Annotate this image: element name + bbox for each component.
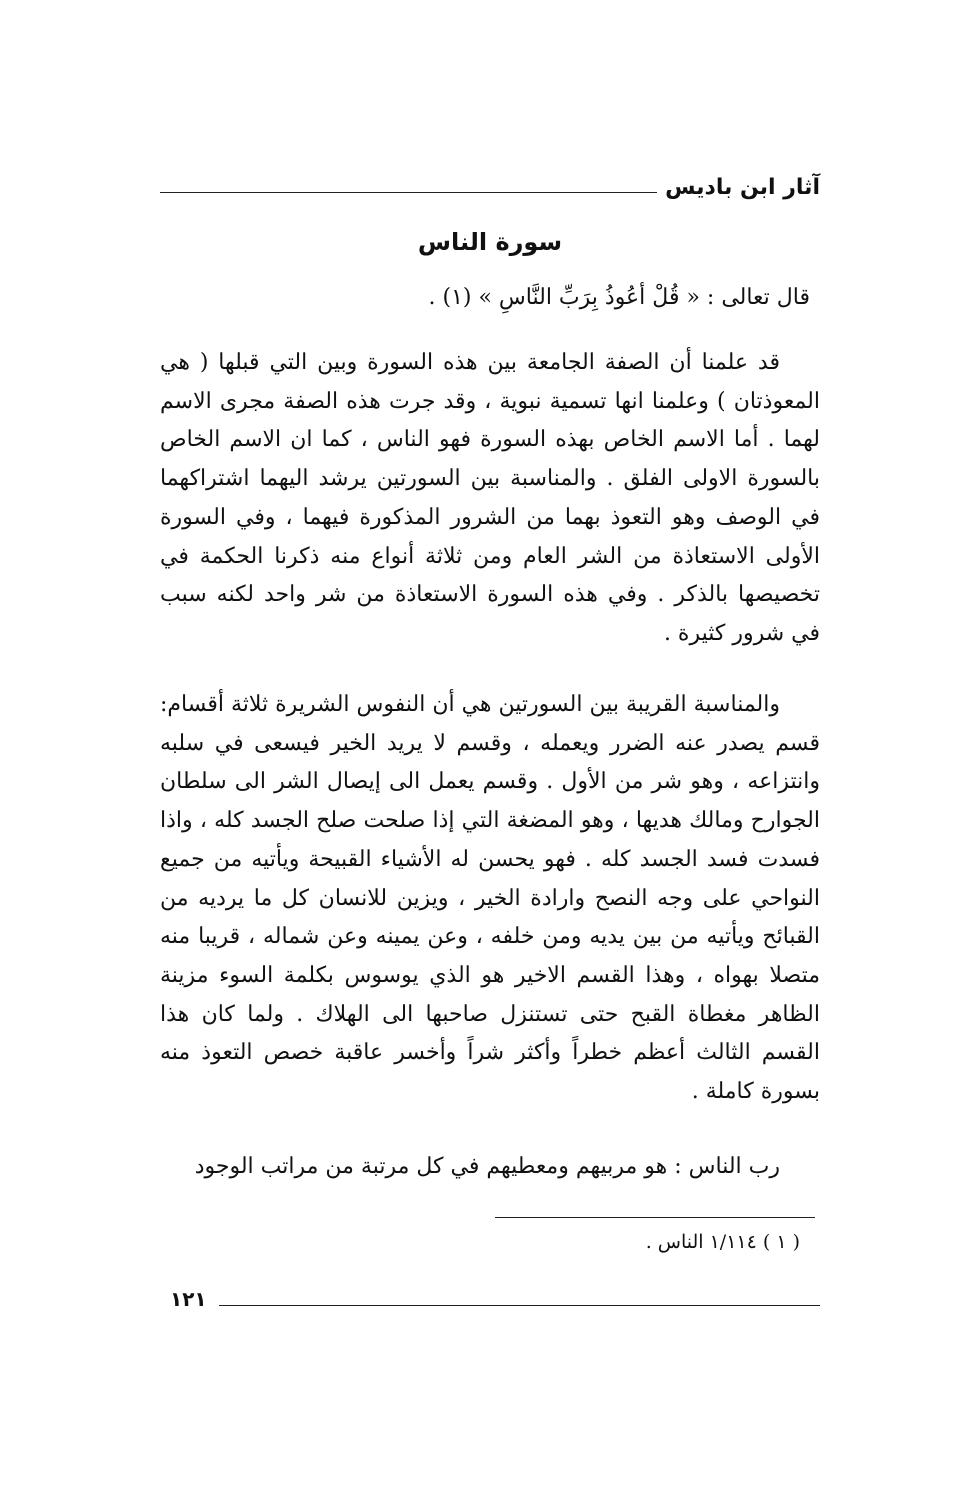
paragraph-text: قد علمنا أن الصفة الجامعة بين هذه السورة وبين التي قبلها ( هي المعوذتان ) وعلمنا انها تسمية نبوية ، وقد جرت هذه الصفة مجرى الاسم لهما . أما الاسم الخاص بهذه السورة فهو الناس ، كما ان الاسم الخاص بالسورة الاولى الفلق . والمناسبة بين السورتين يرشد اليهما اشتراكهما في الوصف وهو التعوذ بهما من الشرور المذكورة فيهما ، وفي السورة الأولى الاستعاذة من الشر العام ومن ثلاثة أنواع منه ذكرنا الحكمة في تخصيصها بالذكر . وفي هذه السورة الاستعاذة من شر واحد لكنه سبب في شرور كثيرة . xyxy=(160,350,820,646)
footnote-rule xyxy=(495,1217,815,1218)
running-header xyxy=(160,170,820,204)
page-number: ١٢١ xyxy=(170,1287,207,1311)
paragraph-2 xyxy=(160,686,820,1112)
header-rule xyxy=(160,192,657,193)
paragraph-3 xyxy=(160,1148,820,1187)
footnote: ( ١ ) ١/١١٤ الناس . xyxy=(645,1231,800,1253)
verse-quote: قال تعالى : « قُلْ أعُوذُ بِرَبِّ النَّاسِ » (١) . xyxy=(428,285,810,310)
paragraph-text: والمناسبة القريبة بين السورتين هي أن النفوس الشريرة ثلاثة أقسام: قسم يصدر عنه الضرر ويعمله ، وقسم لا يريد الخير فيسعى في سلبه وانتزاعه ، وهو شر من الأول . وقسم يعمل الى إيصال الشر الى سلطان الجوارح ومالك هديها ، وهو المضغة التي إذا صلحت صلح الجسد كله ، واذا فسدت فسد الجسد كله . فهو يحسن له الأشياء القبيحة ويأتيه من جميع النواحي على وجه النصح وارادة الخير ، ويزين للانسان كل ما يرديه من القبائح ويأتيه من بين يديه ومن خلفه ، وعن يمينه وعن شماله ، قريبا منه متصلا بهواه ، وهذا القسم الاخير هو الذي يوسوس بكلمة السوء مزينة الظاهر مغطاة القبح حتى تستنزل صاحبها الى الهلاك . ولما كان هذا القسم الثالث أعظم خطراً وأكثر شراً وأخسر عاقبة خصص التعوذ منه بسورة كاملة . xyxy=(160,692,820,1105)
page-footer xyxy=(170,1282,820,1316)
paragraph-1 xyxy=(160,344,820,654)
footer-rule xyxy=(219,1305,820,1306)
running-title: آثار ابن باديس xyxy=(665,174,820,200)
surah-title: سورة الناس xyxy=(417,228,563,256)
paragraph-text: رب الناس : هو مربيهم ومعطيهم في كل مرتبة من مراتب الوجود xyxy=(194,1154,780,1179)
